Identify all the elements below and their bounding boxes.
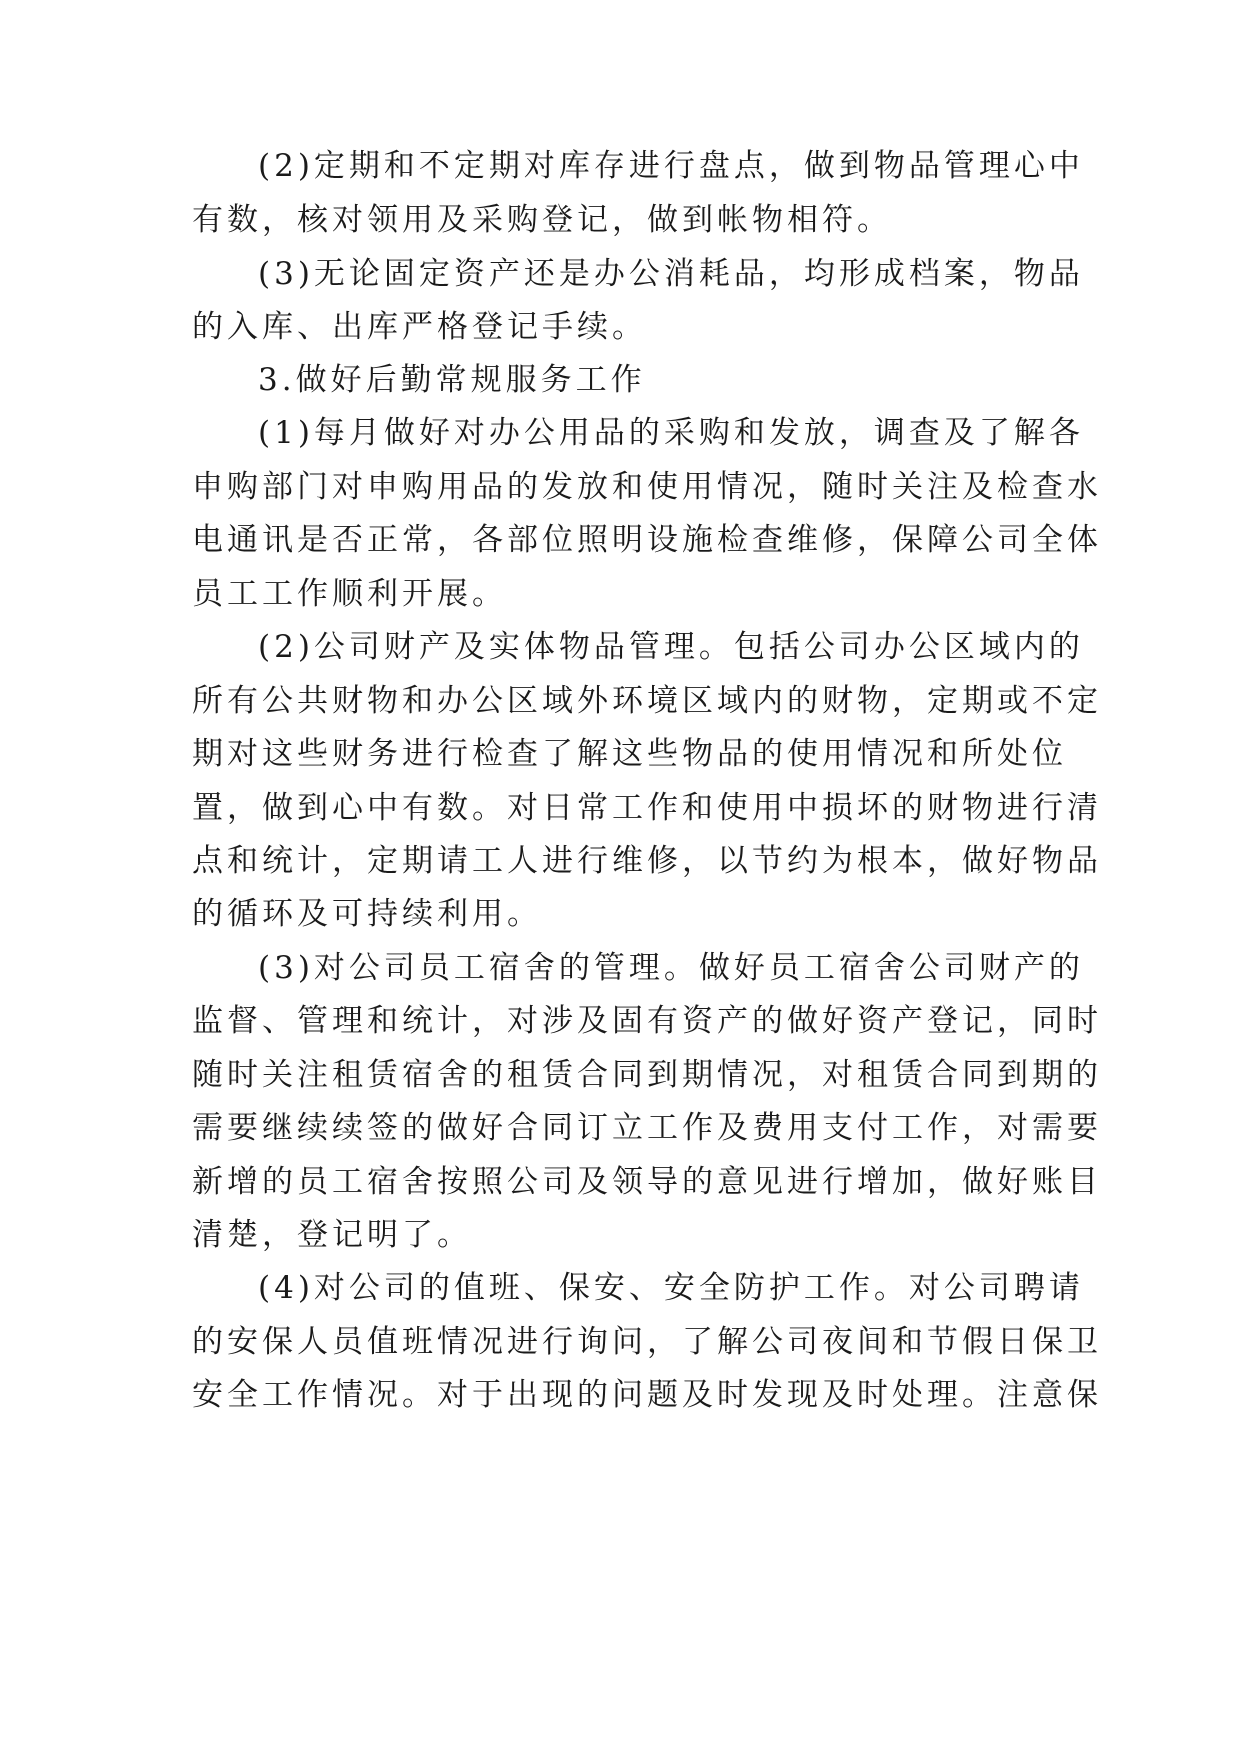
paragraph-line: 的循环及可持续利用。 [192,896,542,932]
paragraph-line: (3)对公司员工宿舍的管理。做好员工宿舍公司财产的 [258,950,1084,986]
paragraph-line: 期对这些财务进行检查了解这些物品的使用情况和所处位 [192,736,1067,772]
paragraph-line: 申购部门对申购用品的发放和使用情况，随时关注及检查水 [192,469,1102,505]
paragraph-line: 随时关注租赁宿舍的租赁合同到期情况，对租赁合同到期的 [192,1057,1102,1093]
paragraph-line: 安全工作情况。对于出现的问题及时发现及时处理。注意保 [192,1377,1102,1413]
paragraph-line: 置，做到心中有数。对日常工作和使用中损坏的财物进行清 [192,790,1102,826]
paragraph-line: 点和统计，定期请工人进行维修，以节约为根本，做好物品 [192,843,1102,879]
paragraph-line: 的安保人员值班情况进行询问，了解公司夜间和节假日保卫 [192,1324,1102,1360]
paragraph-line: (1)每月做好对办公用品的采购和发放，调查及了解各 [258,415,1084,451]
paragraph-line: 员工工作顺利开展。 [192,576,507,612]
paragraph-line: 电通讯是否正常，各部位照明设施检查维修，保障公司全体 [192,522,1102,558]
paragraph-line: (2)公司财产及实体物品管理。包括公司办公区域内的 [258,629,1084,665]
section-heading: 3.做好后勤常规服务工作 [258,362,646,398]
paragraph-line: 监督、管理和统计，对涉及固有资产的做好资产登记，同时 [192,1003,1102,1039]
paragraph-line: 有数，核对领用及采购登记，做到帐物相符。 [192,202,892,238]
paragraph-line: 的入库、出库严格登记手续。 [192,309,647,345]
paragraph-line: 新增的员工宿舍按照公司及领导的意见进行增加，做好账目 [192,1164,1102,1200]
paragraph-line: (4)对公司的值班、保安、安全防护工作。对公司聘请 [258,1270,1084,1306]
paragraph-line: 清楚，登记明了。 [192,1217,472,1253]
paragraph-line: 所有公共财物和办公区域外环境区域内的财物，定期或不定 [192,683,1102,719]
paragraph-line: (2)定期和不定期对库存进行盘点，做到物品管理心中 [258,148,1084,184]
paragraph-line: (3)无论固定资产还是办公消耗品，均形成档案，物品 [258,256,1084,292]
paragraph-line: 需要继续续签的做好合同订立工作及费用支付工作，对需要 [192,1110,1102,1146]
